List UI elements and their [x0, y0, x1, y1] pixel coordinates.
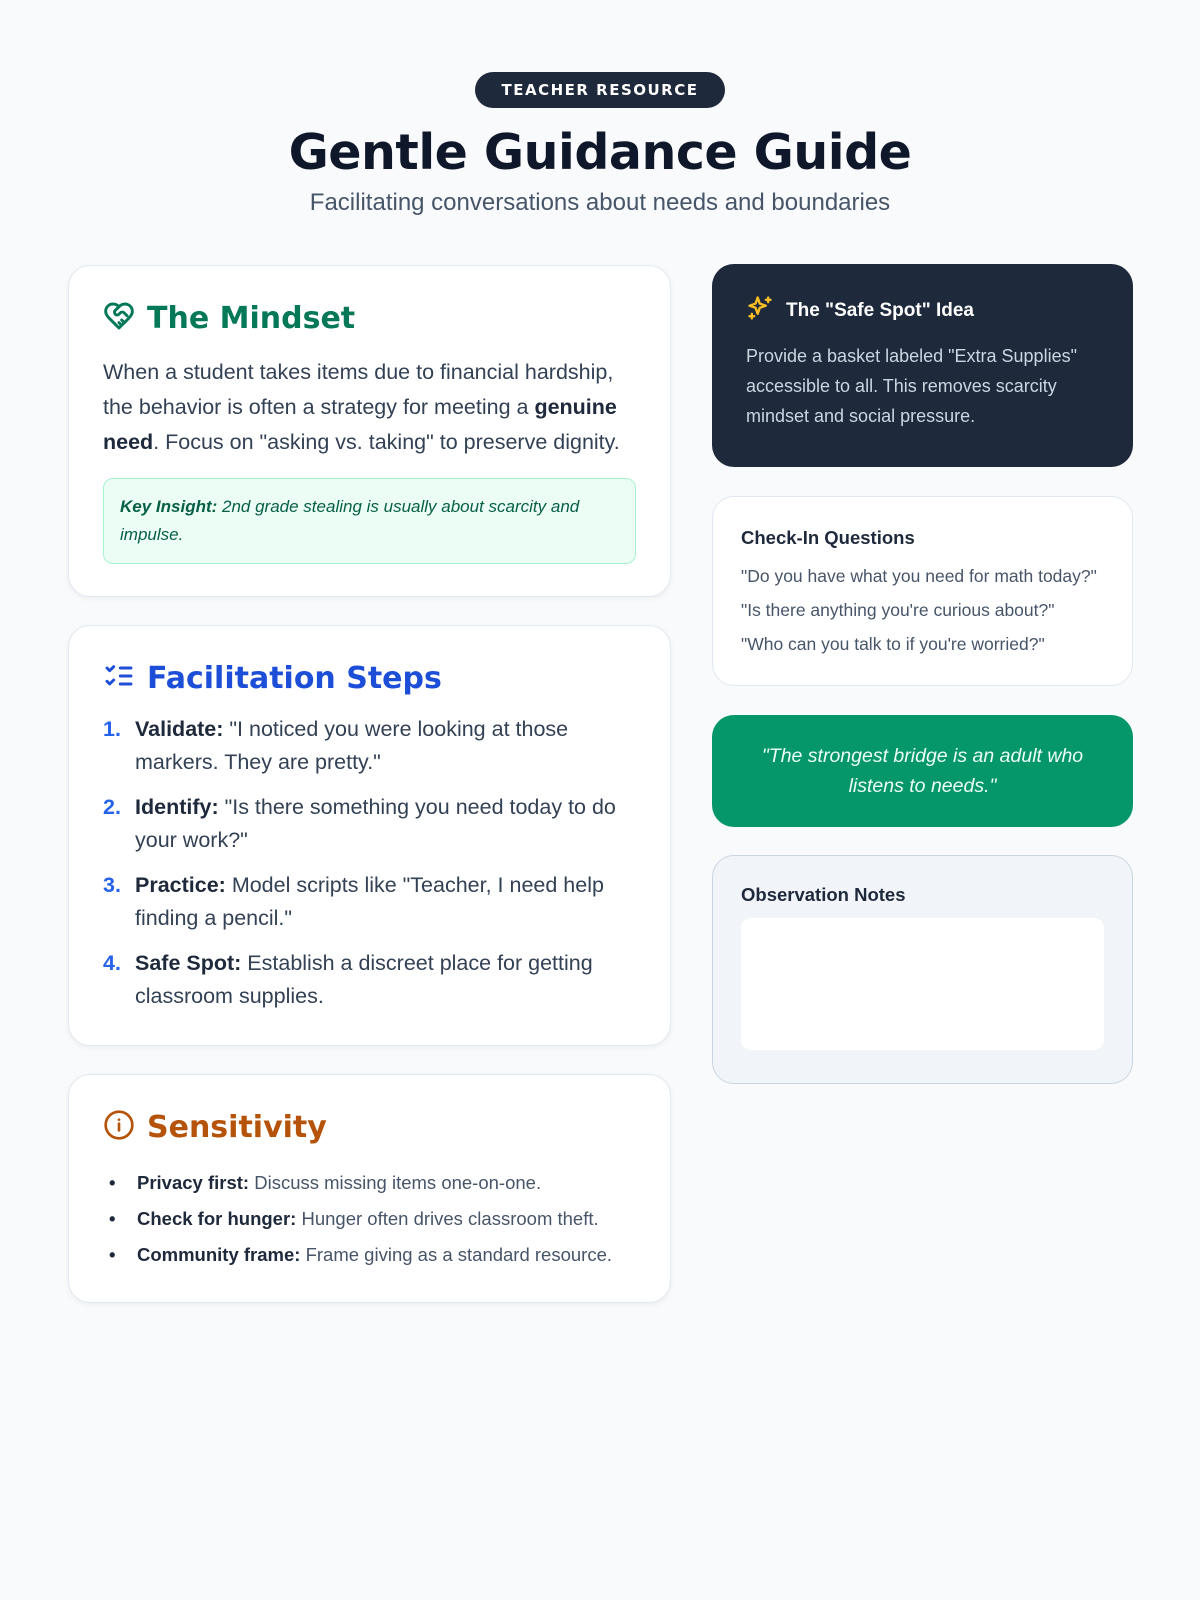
list-item: [103, 1204, 636, 1234]
safe-spot-header: [746, 294, 1099, 327]
steps-list: [103, 713, 636, 1013]
step-text: Establish a discreet place for getting classroom supplies.: [135, 951, 593, 1008]
step-item: [103, 869, 636, 935]
sensitivity-label: Community frame:: [137, 1244, 301, 1265]
list-checks-icon: [103, 660, 135, 697]
step-body: [135, 947, 636, 1013]
mindset-text-part1: When a student takes items due to financial hardship, the behavior is often a strategy for meeting a: [103, 360, 614, 419]
step-body: [135, 791, 636, 857]
safe-spot-card: [712, 264, 1133, 467]
step-number: 1.: [103, 717, 121, 741]
step-number: 2.: [103, 795, 121, 819]
list-item: [103, 1240, 636, 1270]
check-in-title: Check-In Questions: [741, 527, 915, 548]
step-body: [135, 713, 636, 779]
step-label: Safe Spot:: [135, 951, 242, 975]
step-item: [103, 947, 636, 1013]
sparkles-icon: [746, 294, 774, 327]
sensitivity-card: [68, 1074, 671, 1303]
sensitivity-label: Check for hunger:: [137, 1208, 297, 1229]
step-number: 4.: [103, 951, 121, 975]
sensitivity-body: [137, 1204, 599, 1234]
step-number: 3.: [103, 873, 121, 897]
bullet-icon: •: [109, 1172, 116, 1193]
page-header: [0, 0, 1200, 217]
sensitivity-text: Discuss missing items one-on-one.: [249, 1172, 542, 1193]
steps-header: [103, 660, 636, 697]
bullet-icon: •: [109, 1244, 116, 1265]
sensitivity-label: Privacy first:: [137, 1172, 250, 1193]
facilitation-steps-card: [68, 625, 671, 1046]
left-column: [68, 265, 671, 1303]
key-insight-callout: [103, 478, 636, 564]
notes-title: Observation Notes: [741, 884, 906, 905]
sensitivity-text: Frame giving as a standard resource.: [300, 1244, 613, 1265]
list-item: [103, 1168, 636, 1198]
bullet-icon: •: [109, 1208, 116, 1229]
mindset-title: The Mindset: [147, 301, 356, 336]
heart-handshake-icon: [103, 300, 135, 337]
sensitivity-title: Sensitivity: [147, 1110, 327, 1145]
safe-spot-text: Provide a basket labeled "Extra Supplies" accessible to all. This removes scarcity mindset and social pressure.: [746, 346, 1077, 426]
sensitivity-list: [103, 1168, 636, 1270]
check-in-question: "Do you have what you need for math today?": [741, 566, 1097, 586]
sensitivity-body: [137, 1168, 541, 1198]
step-label: Identify:: [135, 795, 219, 819]
step-label: Practice:: [135, 873, 226, 897]
sensitivity-body: [137, 1240, 612, 1270]
insight-label: Key Insight:: [120, 497, 218, 516]
mindset-text: [103, 355, 636, 460]
step-item: [103, 791, 636, 857]
check-in-card: [712, 496, 1133, 686]
mindset-card: [68, 265, 671, 597]
sensitivity-header: [103, 1109, 636, 1146]
right-column: [712, 264, 1133, 1084]
step-text: "Is there something you need today to do your work?": [135, 795, 616, 852]
mindset-text-part2: . Focus on "asking vs. taking" to preserve dignity.: [153, 430, 620, 454]
step-text: "I noticed you were looking at those markers. They are pretty.": [135, 717, 569, 774]
page-subtitle: Facilitating conversations about needs and boundaries: [309, 189, 891, 216]
step-text: Model scripts like "Teacher, I need help finding a pencil.": [135, 873, 604, 930]
check-in-question: "Is there anything you're curious about?": [741, 600, 1055, 620]
notes-textarea[interactable]: [741, 918, 1104, 1050]
mindset-header: [103, 300, 636, 337]
check-in-list: [741, 563, 1104, 657]
quote-card: [712, 715, 1133, 827]
resource-badge: TEACHER RESOURCE: [475, 72, 724, 108]
safe-spot-title: The "Safe Spot" Idea: [786, 299, 974, 321]
mindset-text-bold: genuine need: [103, 395, 617, 454]
step-label: Validate:: [135, 717, 224, 741]
step-body: [135, 869, 636, 935]
info-circle-icon: [103, 1109, 135, 1146]
quote-text: "The strongest bridge is an adult who listens to needs.": [761, 745, 1084, 797]
step-item: [103, 713, 636, 779]
steps-title: Facilitation Steps: [147, 661, 442, 696]
check-in-question: "Who can you talk to if you're worried?": [741, 634, 1045, 654]
page-title: Gentle Guidance Guide: [288, 124, 912, 181]
sensitivity-text: Hunger often drives classroom theft.: [296, 1208, 599, 1229]
insight-text: 2nd grade stealing is usually about scarcity and impulse.: [120, 497, 580, 544]
observation-notes-card: [712, 855, 1133, 1084]
